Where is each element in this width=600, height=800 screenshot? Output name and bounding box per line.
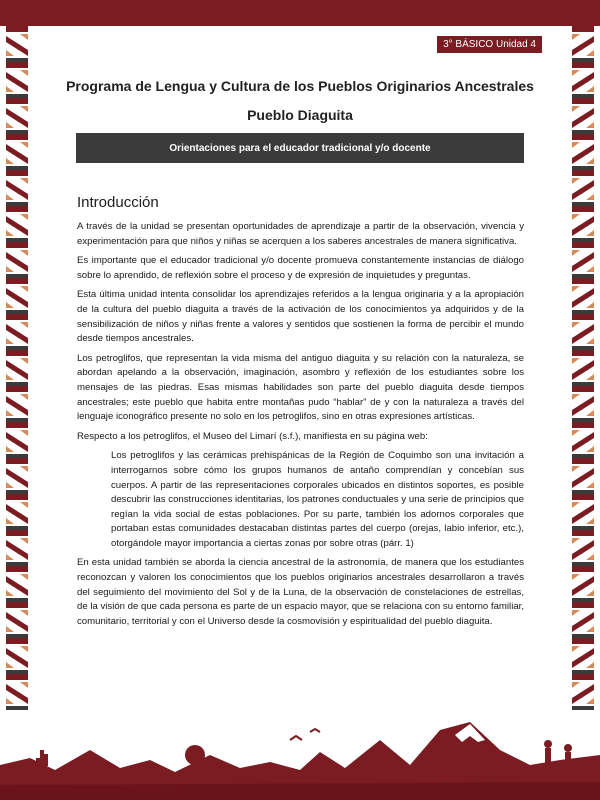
block-quote: Los petroglifos y las cerámicas prehispánicas de la Región de Coquimbo son una invitación a interrogarnos sobre cómo los grupos humanos de antaño comprendían y concebían sus cuerpos. A partir de las representaciones corporales ubicados en distintos soportes, es posible descubrir las construcciones identitarias, los patrones conductuales y una serie de principios que regían la vida social de estas poblaciones. Por su parte, también los adornos corporales que portaban estas comunidades destacaban distintas partes del cuerpo (orejas, labio inferior, etc.), otorgándole mayor importancia a ciertas zonas por sobre otras (párr. 1)	[111, 450, 524, 549]
left-decorative-border	[6, 26, 28, 716]
paragraph: A través de la unidad se presentan oportunidades de aprendizaje a partir de la observación, vivencia y experimentación para que niños y niñas se acerquen a los saberes ancestrales de manera significativa.	[77, 221, 524, 247]
right-border-pattern	[572, 26, 594, 716]
right-decorative-border	[572, 26, 594, 716]
landscape-silhouette	[0, 710, 600, 800]
top-brand-bar	[0, 0, 600, 26]
section-bar	[76, 133, 524, 163]
paragraph: Esta última unidad intenta consolidar los aprendizajes referidos a la lengua originaria y a la apropiación de la cultura del pueblo diaguita a través de la activación de los conocimientos ya adquiridos y de la sensibilización de niños y niñas frente a valores y sentidos que sostienen la forma de percibir el mundo desde tiempos ancestrales.	[77, 289, 524, 345]
document-title: Programa de Lengua y Cultura de los Pueblos Originarios Ancestrales	[66, 78, 534, 94]
paragraph: Es importante que el educador tradicional y/o docente promueva constantemente instancias de diálogo sobre lo aprendido, de reflexión sobre el proceso y de expresión de inquietudes y preguntas.	[77, 255, 524, 281]
left-border-pattern	[6, 26, 28, 716]
unit-badge: 3° BÁSICO Unidad 4	[437, 36, 542, 53]
document-subtitle: Pueblo Diaguita	[247, 107, 353, 123]
closing-paragraph: En esta unidad también se aborda la ciencia ancestral de la astronomía, de manera que los estudiantes reconozcan y valoren los conocimientos que los pueblos originarios ancestrales desarrollaron a través del seguimiento del movimiento del Sol y de la Luna, de la observación de constelaciones de estrellas, de la visión de que cada persona es parte de un espacio mayor, que se relaciona con su entorno familiar, comunitario, territorial y con el Universo desde la cosmovisión y espiritualidad del pueblo diaguita.	[77, 557, 524, 627]
body-text	[77, 220, 524, 634]
section-bar-label: Orientaciones para el educador tradicional y/o docente	[169, 142, 431, 154]
footer-illustration	[0, 710, 600, 800]
paragraph: Respecto a los petroglifos, el Museo del Limarí (s.f.), manifiesta en su página web:	[77, 430, 428, 442]
section-heading: Introducción	[77, 194, 159, 211]
paragraph: Los petroglifos, que representan la vida misma del antiguo diaguita y su relación con la naturaleza, se abordan apelando a la observación, imaginación, asombro y reflexión de los estudiantes sobre los mensajes de las piedras. Esas mismas habilidades son parte del pueblo diaguita desde tiempos ancestrales; este pueblo que habita entre montañas pudo “hablar” de y con la naturaleza a través del lenguaje iconográfico presente no solo en los petroglifos, sino en otras expresiones artísticas.	[77, 352, 524, 423]
